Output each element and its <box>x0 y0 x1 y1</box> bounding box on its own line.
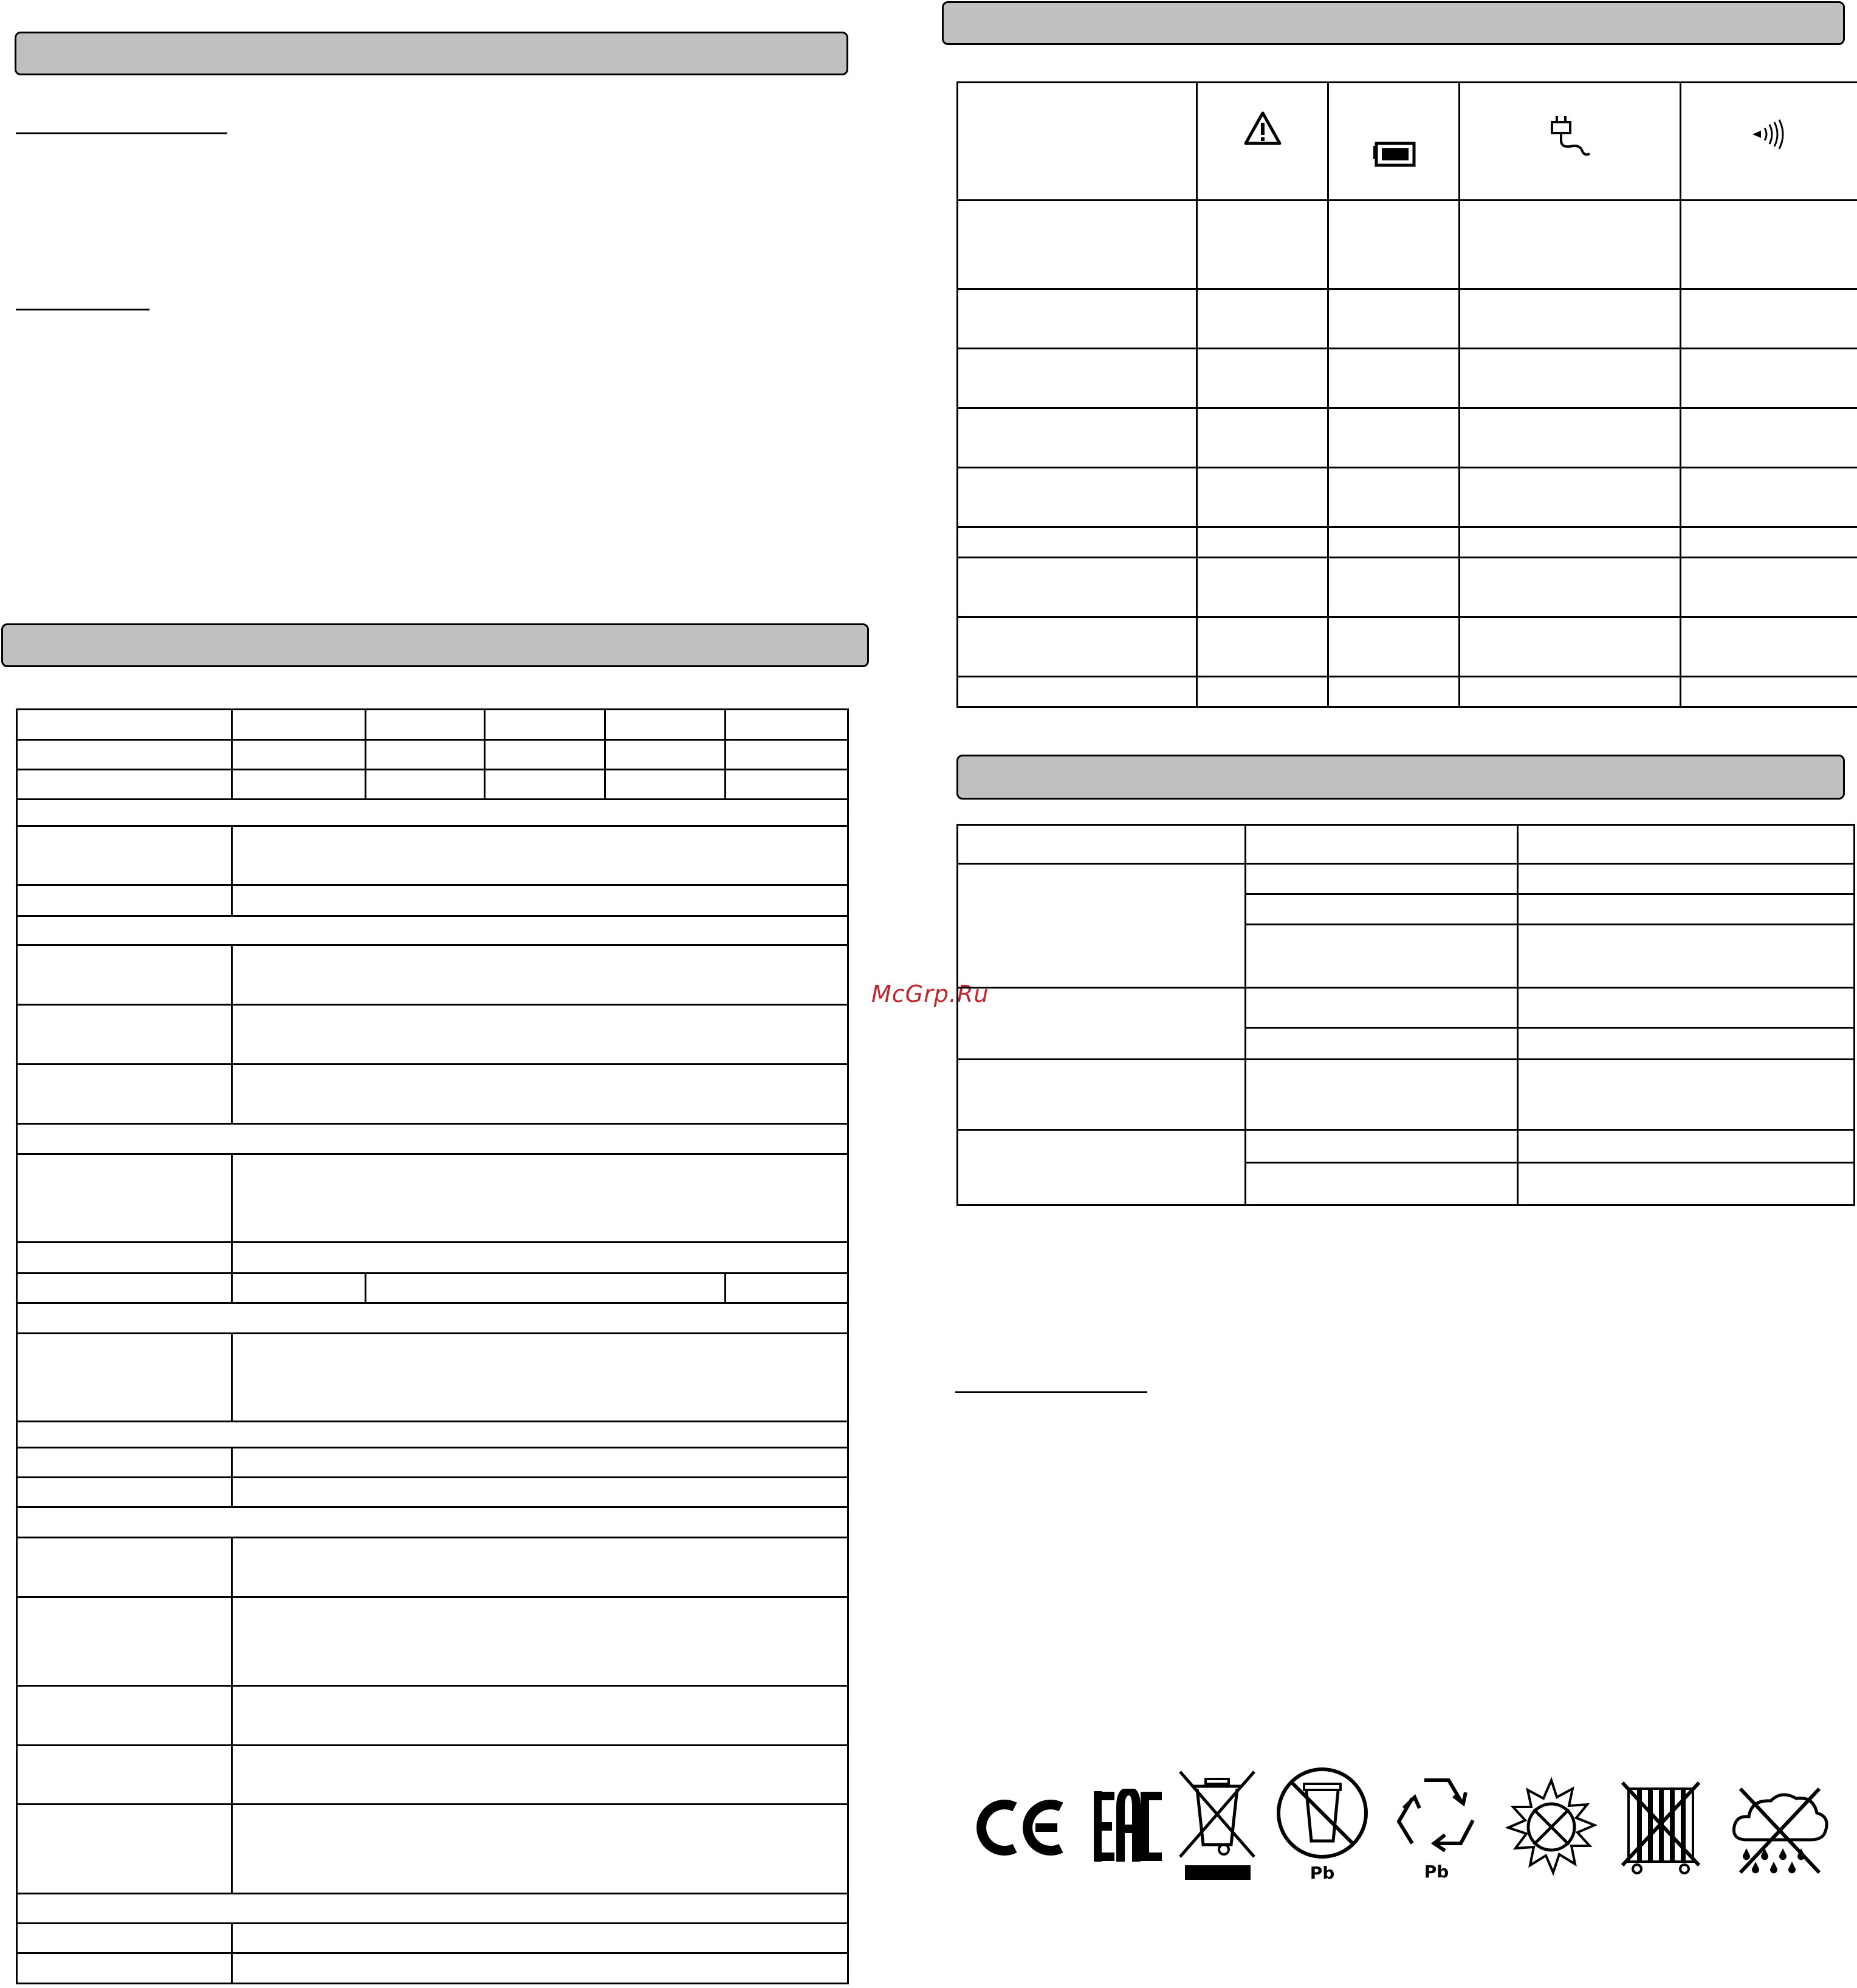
spec-table <box>16 708 849 1984</box>
sound-icon <box>1750 117 1789 151</box>
battery-icon <box>1372 142 1416 167</box>
table-row <box>17 740 848 770</box>
table-row <box>17 1686 848 1746</box>
table-row <box>17 1448 848 1478</box>
weee-crossed-bin-icon <box>1176 1768 1258 1881</box>
underline-heading-2 <box>16 309 149 310</box>
table-row <box>17 945 848 1005</box>
watermark: McGrp.Ru <box>871 981 989 1007</box>
table-row <box>17 1478 848 1507</box>
table-row <box>17 1924 848 1953</box>
ce-mark-logo <box>976 1796 1067 1859</box>
underline-heading-3 <box>955 1391 1147 1393</box>
table-row <box>958 201 1857 289</box>
table-row <box>17 1894 848 1924</box>
underline-heading-1 <box>16 132 227 134</box>
avoid-moisture-icon <box>1728 1785 1831 1876</box>
table-row <box>958 558 1857 617</box>
pb-label-1: Pb <box>1310 1863 1335 1882</box>
table-row <box>17 1242 848 1273</box>
section-banner-4 <box>956 755 1845 800</box>
table-row <box>958 864 1855 894</box>
pb-label-2: Pb <box>1424 1862 1449 1882</box>
table-row <box>17 1154 848 1242</box>
plug-icon <box>1545 114 1596 159</box>
table-row <box>17 1953 848 1984</box>
table-row <box>17 1124 848 1154</box>
table-header-row <box>958 83 1857 201</box>
table-row <box>958 289 1857 349</box>
table-row <box>958 1130 1855 1163</box>
table-row <box>17 1064 848 1124</box>
table-row <box>17 1273 848 1303</box>
table-row <box>17 770 848 800</box>
table-row <box>958 617 1857 677</box>
troubleshooting-table <box>956 824 1855 1206</box>
table-row <box>17 710 848 740</box>
indicator-table <box>956 81 1857 708</box>
table-row <box>17 1005 848 1064</box>
table-row <box>958 349 1857 408</box>
table-row <box>958 677 1857 707</box>
table-row <box>17 1507 848 1538</box>
table-row <box>17 916 848 945</box>
table-row <box>958 408 1857 468</box>
table-row <box>17 800 848 826</box>
table-row <box>958 1060 1855 1130</box>
section-banner-3 <box>942 1 1845 45</box>
table-row <box>17 1538 848 1597</box>
warning-icon <box>1244 111 1282 145</box>
section-banner-1 <box>15 32 848 75</box>
table-row <box>17 1746 848 1805</box>
section-banner-2 <box>1 623 869 667</box>
table-row <box>958 988 1855 1028</box>
table-row <box>958 825 1855 864</box>
avoid-sunlight-icon <box>1501 1777 1602 1877</box>
table-row <box>17 885 848 916</box>
table-row <box>17 1597 848 1686</box>
avoid-heater-icon <box>1620 1780 1701 1875</box>
table-row <box>17 1805 848 1894</box>
recycle-pb-icon <box>1388 1769 1485 1885</box>
table-row <box>17 826 848 885</box>
eac-mark-logo <box>1094 1789 1164 1864</box>
table-row <box>17 1334 848 1422</box>
table-row <box>17 1422 848 1448</box>
battery-disposal-pb-icon <box>1274 1767 1371 1882</box>
table-row <box>958 527 1857 558</box>
table-row <box>958 468 1857 527</box>
table-row <box>17 1303 848 1334</box>
